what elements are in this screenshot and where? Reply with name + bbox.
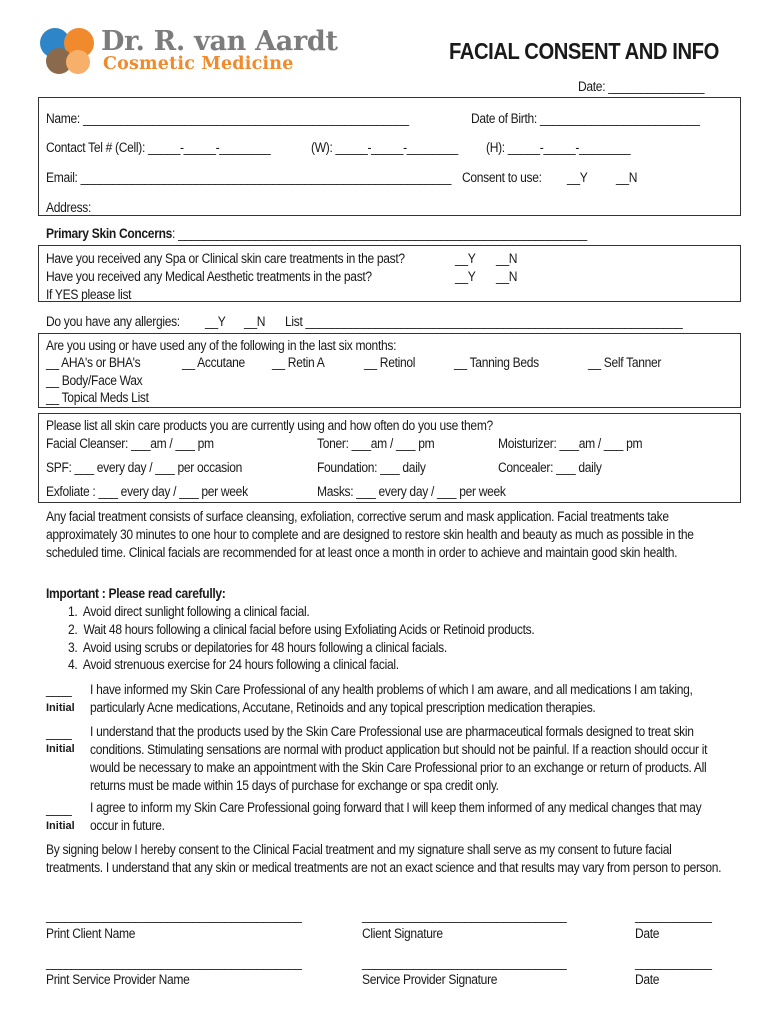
consent-label: Consent to use: bbox=[462, 170, 542, 185]
product-concealer[interactable]: Concealer: ___ daily bbox=[498, 460, 602, 475]
spa-treatment-yes[interactable]: __Y bbox=[455, 251, 476, 266]
usage-accutane[interactable]: __ Accutane bbox=[182, 355, 245, 370]
client-signature-line[interactable]: ________________________________ bbox=[362, 908, 567, 923]
consent-yes-option[interactable]: __Y bbox=[567, 170, 588, 185]
allergies-question: Do you have any allergies: bbox=[46, 314, 180, 329]
client-date-label: Date bbox=[635, 926, 660, 941]
if-yes-list[interactable]: If YES please list bbox=[46, 287, 132, 302]
important-num: 3. bbox=[68, 640, 78, 655]
page-title: FACIAL CONSENT AND INFO bbox=[449, 38, 719, 64]
product-spf[interactable]: SPF: ___ every day / ___ per occasion bbox=[46, 460, 243, 475]
provider-signature-line[interactable]: ________________________________ bbox=[362, 955, 567, 970]
spa-treatment-no[interactable]: __N bbox=[496, 251, 518, 266]
usage-retin-a[interactable]: __ Retin A bbox=[272, 355, 325, 370]
initial-blank-2[interactable]: ____ bbox=[46, 725, 72, 740]
print-client-name-label: Print Client Name bbox=[46, 926, 136, 941]
important-item-2 bbox=[68, 622, 534, 637]
important-text: Avoid direct sunlight following a clinical facial. bbox=[82, 604, 310, 619]
usage-tanning-beds[interactable]: __ Tanning Beds bbox=[454, 355, 539, 370]
acknowledgement-3: I agree to inform my Skin Care Professional going forward that I will keep them informed of any medical changes that may occur in future. bbox=[90, 800, 702, 833]
initial-blank-3[interactable]: ____ bbox=[46, 801, 72, 816]
product-foundation[interactable]: Foundation: ___ daily bbox=[317, 460, 426, 475]
product-exfoliate[interactable]: Exfoliate : ___ every day / ___ per week bbox=[46, 484, 248, 499]
consent-no-option[interactable]: __N bbox=[616, 170, 638, 185]
important-num: 2. bbox=[68, 622, 78, 637]
acknowledgement-2: I understand that the products used by the Skin Care Professional use are pharmaceutical formals designed to treat skin conditions. Stimulating sensations are normal with product application but should not be painful. If a reaction should occur it would be necessary to make an appointment with the Skin Care Professional prior to an exchange or return of products. All returns must be made within 15 days of purchase for exchange or spa credit only. bbox=[90, 724, 708, 793]
important-text: Wait 48 hours following a clinical facial before using Exfoliating Acids or Retinoid products. bbox=[83, 622, 535, 637]
logo-subtitle: Cosmetic Medicine bbox=[103, 54, 294, 74]
contact-home-field[interactable]: (H): _____-_____-________ bbox=[486, 140, 631, 155]
allergies-no[interactable]: __N bbox=[244, 314, 266, 329]
medical-treatment-yes[interactable]: __Y bbox=[455, 269, 476, 284]
products-question: Please list all skin care products you are currently using and how often do you use them? bbox=[46, 418, 493, 433]
initial-label-1: Initial bbox=[46, 702, 75, 714]
important-heading: Important : Please read carefully: bbox=[46, 586, 226, 601]
initial-blank-1[interactable]: ____ bbox=[46, 682, 72, 697]
usage-aha-bha[interactable]: __ AHA's or BHA's bbox=[46, 355, 141, 370]
product-toner[interactable]: Toner: ___am / ___ pm bbox=[317, 436, 435, 451]
provider-date-line[interactable]: ____________ bbox=[635, 955, 712, 970]
name-field[interactable]: Name: ___________________________________________________ bbox=[46, 111, 409, 126]
skin-concerns-row[interactable] bbox=[46, 226, 587, 241]
product-moisturizer[interactable]: Moisturizer: ___am / ___ pm bbox=[498, 436, 643, 451]
print-provider-name-label: Print Service Provider Name bbox=[46, 972, 190, 987]
logo-circle-light-orange bbox=[66, 50, 90, 74]
important-item-1 bbox=[68, 604, 309, 619]
contact-work-field[interactable]: (W): _____-_____-________ bbox=[311, 140, 458, 155]
client-signature-label: Client Signature bbox=[362, 926, 443, 941]
consent-statement: By signing below I hereby consent to the Clinical Facial treatment and my signature shall serve as my consent to future facial treatments. I understand that any skin or medical treatments are not an exact science and that results may vary from person to person. bbox=[46, 842, 722, 875]
address-field[interactable]: Address: bbox=[46, 200, 92, 215]
product-facial-cleanser[interactable]: Facial Cleanser: ___am / ___ pm bbox=[46, 436, 214, 451]
allergies-yes[interactable]: __Y bbox=[205, 314, 226, 329]
logo-name: Dr. R. van Aardt bbox=[101, 26, 338, 57]
client-date-line[interactable]: ____________ bbox=[635, 908, 712, 923]
usage-self-tanner[interactable]: __ Self Tanner bbox=[588, 355, 662, 370]
skin-concerns-label: Primary Skin Concerns bbox=[46, 226, 173, 241]
usage-retinol[interactable]: __ Retinol bbox=[364, 355, 416, 370]
product-masks[interactable]: Masks: ___ every day / ___ per week bbox=[317, 484, 506, 499]
contact-cell-field[interactable]: Contact Tel # (Cell): _____-_____-________ bbox=[46, 140, 271, 155]
initial-label-3: Initial bbox=[46, 820, 75, 832]
date-field[interactable]: Date: _______________ bbox=[578, 79, 705, 94]
allergies-list[interactable]: List ___________________________________________________________ bbox=[285, 314, 683, 329]
medical-treatment-question: Have you received any Medical Aesthetic treatments in the past? bbox=[46, 269, 372, 284]
provider-date-label: Date bbox=[635, 972, 660, 987]
important-num: 4. bbox=[68, 657, 78, 672]
skin-concerns-line[interactable]: : ________________________________________________________________ bbox=[172, 226, 587, 241]
usage-topical-meds[interactable]: __ Topical Meds List bbox=[46, 390, 149, 405]
provider-name-line[interactable]: ________________________________________ bbox=[46, 955, 302, 970]
usage-question: Are you using or have used any of the following in the last six months: bbox=[46, 338, 397, 353]
important-text: Avoid strenuous exercise for 24 hours following a clinical facial. bbox=[82, 657, 399, 672]
initial-label-2: Initial bbox=[46, 743, 75, 755]
treatment-description: Any facial treatment consists of surface cleansing, exfoliation, corrective serum and mask application. Facial treatments take approximately 30 minutes to one hour to complete and are designed to restore skin health and beauty as much as possible in the scheduled time. Clinical facials are recommended for at least once a month in order to achieve and maintain good skin health. bbox=[46, 509, 694, 560]
important-item-4 bbox=[68, 657, 399, 672]
important-num: 1. bbox=[68, 604, 78, 619]
provider-signature-label: Service Provider Signature bbox=[362, 972, 498, 987]
email-field[interactable]: Email: __________________________________________________________ bbox=[46, 170, 452, 185]
usage-body-face-wax[interactable]: __ Body/Face Wax bbox=[46, 373, 143, 388]
client-name-line[interactable]: ________________________________________ bbox=[46, 908, 302, 923]
medical-treatment-no[interactable]: __N bbox=[496, 269, 518, 284]
dob-field[interactable]: Date of Birth: _________________________ bbox=[471, 111, 700, 126]
important-item-3 bbox=[68, 640, 447, 655]
important-text: Avoid using scrubs or depilatories for 48 hours following a clinical facials. bbox=[82, 640, 447, 655]
acknowledgement-1: I have informed my Skin Care Professional of any health problems of which I am aware, and all medications I am taking, particularly Acne medications, Accutane, Retinoids and any topical prescription medication therapies. bbox=[90, 682, 693, 715]
spa-treatment-question: Have you received any Spa or Clinical skin care treatments in the past? bbox=[46, 251, 405, 266]
